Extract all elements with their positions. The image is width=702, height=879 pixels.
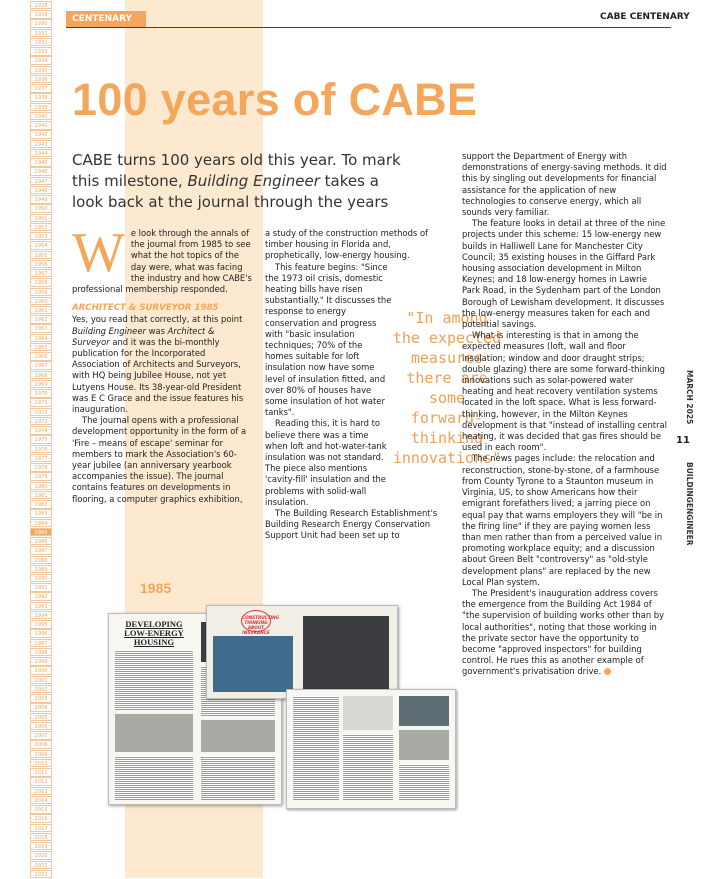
paragraph: e look through the annals of the journal from 1985 to see what the hot topics of the day were, what was facing the industry and how CABE's professional membership responded. [72,228,252,295]
year-marker: 1940 [30,112,52,120]
text-block [343,734,393,800]
clipping-right [286,689,456,809]
year-marker: 2001 [30,676,52,684]
text-block [399,764,449,800]
column-3 [462,151,667,678]
year-marker: 1971 [30,398,52,406]
year-marker: 1932 [30,38,52,46]
text-run: Yes, you read that correctly, at this point [72,314,243,325]
year-marker: 1945 [30,158,52,166]
year-marker: 1961 [30,306,52,314]
year-marker: 1976 [30,445,52,453]
year-marker: 1974 [30,426,52,434]
text-block [293,696,339,800]
headline-line: LOW-ENERGY [124,628,184,638]
year-marker: 1999 [30,657,52,665]
year-marker: 1963 [30,324,52,332]
year-marker: 1989 [30,565,52,573]
year-marker: 1955 [30,251,52,259]
year-marker: 1969 [30,380,52,388]
year-marker: 1949 [30,195,52,203]
paragraph: a study of the construction methods of timber housing in Florida and, prophetically, low-energy housing. [265,228,429,261]
year-marker: 2008 [30,740,52,748]
year-marker: 2005 [30,713,52,721]
year-marker: 2004 [30,703,52,711]
year-marker: 1987 [30,546,52,554]
paragraph [72,314,254,415]
year-marker: 1948 [30,186,52,194]
page-number: 11 [676,435,690,446]
text-block [201,756,275,800]
year-marker: 1946 [30,167,52,175]
paragraph: The journal opens with a professional development opportunity in the form of a 'Fire – means of escape' seminar for members to mark the Association's 60-year jubilee (an anniversary yearbook accompanies the issue). The journal contains features on developments in flooring, a computer graphics exhibition, [72,415,247,504]
photo-building [399,730,449,760]
intro-text-end: takes a look back at the journal through the years [72,172,389,211]
year-marker: 1958 [30,278,52,286]
year-marker: 2017 [30,824,52,832]
diagram-image [343,696,393,730]
year-marker: 2003 [30,694,52,702]
drop-cap: W [72,222,125,284]
year-marker: 1973 [30,417,52,425]
text-run: was [145,325,168,336]
year-marker: 1978 [30,463,52,471]
year-marker: 1998 [30,648,52,656]
year-marker: 2018 [30,833,52,841]
clipping-top [206,605,398,699]
headline-line: DEVELOPING [125,619,183,629]
year-marker: 1951 [30,214,52,222]
subheading: ARCHITECT & SURVEYOR 1985 [72,303,219,314]
paragraph: This feature begins: "Since the 1973 oil crisis, domestic heating bills have risen substantially." It discusses the response to energy conservation and progress with "basic insulation techniques; 70% of the homes suitable for loft insulation now have some level of insulation fitted, and over 80% of houses have some insulation of hot water tanks". [265,261,392,418]
year-marker: 1984 [30,519,52,527]
year-marker: 1947 [30,177,52,185]
article-title: 100 years of CABE [72,74,478,125]
year-marker: 2011 [30,768,52,776]
year-marker: 2014 [30,796,52,804]
year-marker: 1929 [30,10,52,18]
year-marker: 1994 [30,611,52,619]
year-marker: 1968 [30,371,52,379]
paragraph: What is interesting is that in among the expected measures (loft, wall and floor insulation; window and door draught strips; double glazing) there are some forward-thinking innovations such as solar-powered water heating and heat recovery ventilation systems located in the loft space. What is less forward-thinking, however, in the Milton Keynes development is that "instead of installing central heating, it was decided that gas fires should be used in each room". [462,330,667,453]
year-marker: 1985 [30,528,52,536]
year-marker: 2007 [30,731,52,739]
image-year-label: 1985 [140,580,172,596]
year-marker: 1967 [30,361,52,369]
year-marker: 2016 [30,814,52,822]
circle-stamp: CONSTRUCTING THINKING ABOUT INSURANCE [241,610,271,632]
year-marker: 1988 [30,556,52,564]
year-marker: 1943 [30,140,52,148]
year-marker: 1931 [30,29,52,37]
pull-quote: "In among the expected measures there are some forward-thinking innovations" [392,309,502,467]
year-marker: 2019 [30,842,52,850]
year-marker: 1972 [30,408,52,416]
year-marker: 2013 [30,787,52,795]
text-run: The President's inauguration address covers the emergence from the Building Act 1984 of "the supervision of building works other than by local authorities", noting that those working in the private sector have the opportunity to become "approved inspectors" for building control. He rues this as another example of government's privatisation drive. [462,587,665,677]
year-marker: 1954 [30,241,52,249]
year-timeline [0,0,60,878]
text-block [115,650,193,710]
year-marker: 1953 [30,232,52,240]
year-marker: 1936 [30,75,52,83]
year-marker: 1992 [30,592,52,600]
year-marker: 2012 [30,777,52,785]
photo-computer [303,616,389,692]
column-1 [72,222,254,505]
year-marker: 1977 [30,454,52,462]
paragraph: The feature looks in detail at three of the nine projects under this scheme: 15 low-energy new builds in Halliwell Lane for Manchester City Council; 35 existing houses in the Giffard Park housing association development in Milton Keynes; and 18 low-energy homes in Lawrie Park Road, in the Sydenham part of the London Borough of Lewisham development. It discusses the low-energy measures taken for each and potential savings. [462,218,666,330]
year-marker: 2006 [30,722,52,730]
year-marker: 2002 [30,685,52,693]
year-marker: 1944 [30,149,52,157]
year-marker: 1991 [30,583,52,591]
photo-blue-cover [213,636,293,692]
year-marker: 1979 [30,472,52,480]
intro-italic: Building Engineer [187,172,320,190]
text-block [115,756,193,800]
publication-header: CABE CENTENARY [600,12,690,22]
paragraph: support the Department of Energy with demonstrations of energy-saving methods. It did this by singling out developments for financial assistance for the application of new technologies to conserve energy, which all sounds very familiar. [462,151,667,218]
year-marker: 1993 [30,602,52,610]
year-marker: 1928 [30,1,52,9]
year-marker: 1930 [30,19,52,27]
year-marker: 1966 [30,352,52,360]
text-run: and it was the bi-monthly publication for the Incorporated Association of Architects and Surveyors, with HQ being Jubilee House, not yet Lutyens House. Its 38-year-old President was E C Grace and the issue features his inauguration. [72,336,244,415]
photo-building [399,696,449,726]
year-marker: 2021 [30,861,52,869]
year-marker: 1975 [30,435,52,443]
year-marker: 1956 [30,260,52,268]
year-marker: 1959 [30,288,52,296]
year-marker: 1965 [30,343,52,351]
paragraph: The news pages include: the relocation and reconstruction, stone-by-stone, of a farmhouse from County Tyrone to a Staunton museum in Virginia, US, to show Americans how their emigrant forefathers lived; a jarring piece on equal pay that warns employers they will "be in the firing line" if they are paying women less than men rather than from a perceived value in promoting workplace equity; and a discussion about Green Belt "controversy" as "old-style development plans" are replaced by the new Local Plan system. [462,453,663,587]
clipping-headline [115,620,193,647]
year-marker: 1952 [30,223,52,231]
article-intro [72,150,402,213]
year-marker: 1950 [30,204,52,212]
year-marker: 2015 [30,805,52,813]
year-marker: 1982 [30,500,52,508]
header-rule [66,27,671,28]
year-marker: 1983 [30,509,52,517]
year-marker: 2009 [30,750,52,758]
photo-house [115,714,193,752]
year-marker: 1937 [30,84,52,92]
year-marker: 1990 [30,574,52,582]
paragraph: The Building Research Establishment's Building Research Energy Conservation Support Unit had been set up to [265,508,438,541]
year-marker: 1933 [30,47,52,55]
year-marker: 2010 [30,759,52,767]
year-marker: 1996 [30,629,52,637]
year-marker: 1942 [30,130,52,138]
year-marker: 1962 [30,315,52,323]
year-marker: 2020 [30,851,52,859]
year-marker: 1939 [30,103,52,111]
issue-date: MARCH 2025 [685,370,694,425]
end-mark-icon [604,668,611,675]
headline-line: HOUSING [133,637,175,647]
paragraph [462,588,667,678]
year-marker: 1934 [30,56,52,64]
magazine-name: BUILDINGENGINEER [685,462,694,546]
year-marker: 1981 [30,491,52,499]
year-marker: 1995 [30,620,52,628]
year-marker: 2000 [30,666,52,674]
magazine-photo [108,605,458,810]
paragraph: Reading this, it is hard to believe there was a time when loft and hot-water-tank insulation was not standard. The piece also mentions 'cavity-fill' insulation and the problems with solid-wall insulation. [265,418,387,507]
italic-run: Architect & Surveyor [72,325,215,347]
year-marker: 1964 [30,334,52,342]
photo-house [201,720,275,752]
year-marker: 2022 [30,870,52,878]
year-marker: 1960 [30,297,52,305]
italic-run: Building Engineer [72,325,146,336]
year-marker: 1957 [30,269,52,277]
year-marker: 1935 [30,66,52,74]
year-marker: 1970 [30,389,52,397]
year-marker: 1986 [30,537,52,545]
year-marker: 1997 [30,639,52,647]
year-marker: 1938 [30,93,52,101]
year-marker: 1941 [30,121,52,129]
intro-text-start: CABE turns 100 years old this year. To mark this milestone, [72,151,401,190]
year-marker: 1980 [30,482,52,490]
section-tag: CENTENARY [66,11,146,27]
